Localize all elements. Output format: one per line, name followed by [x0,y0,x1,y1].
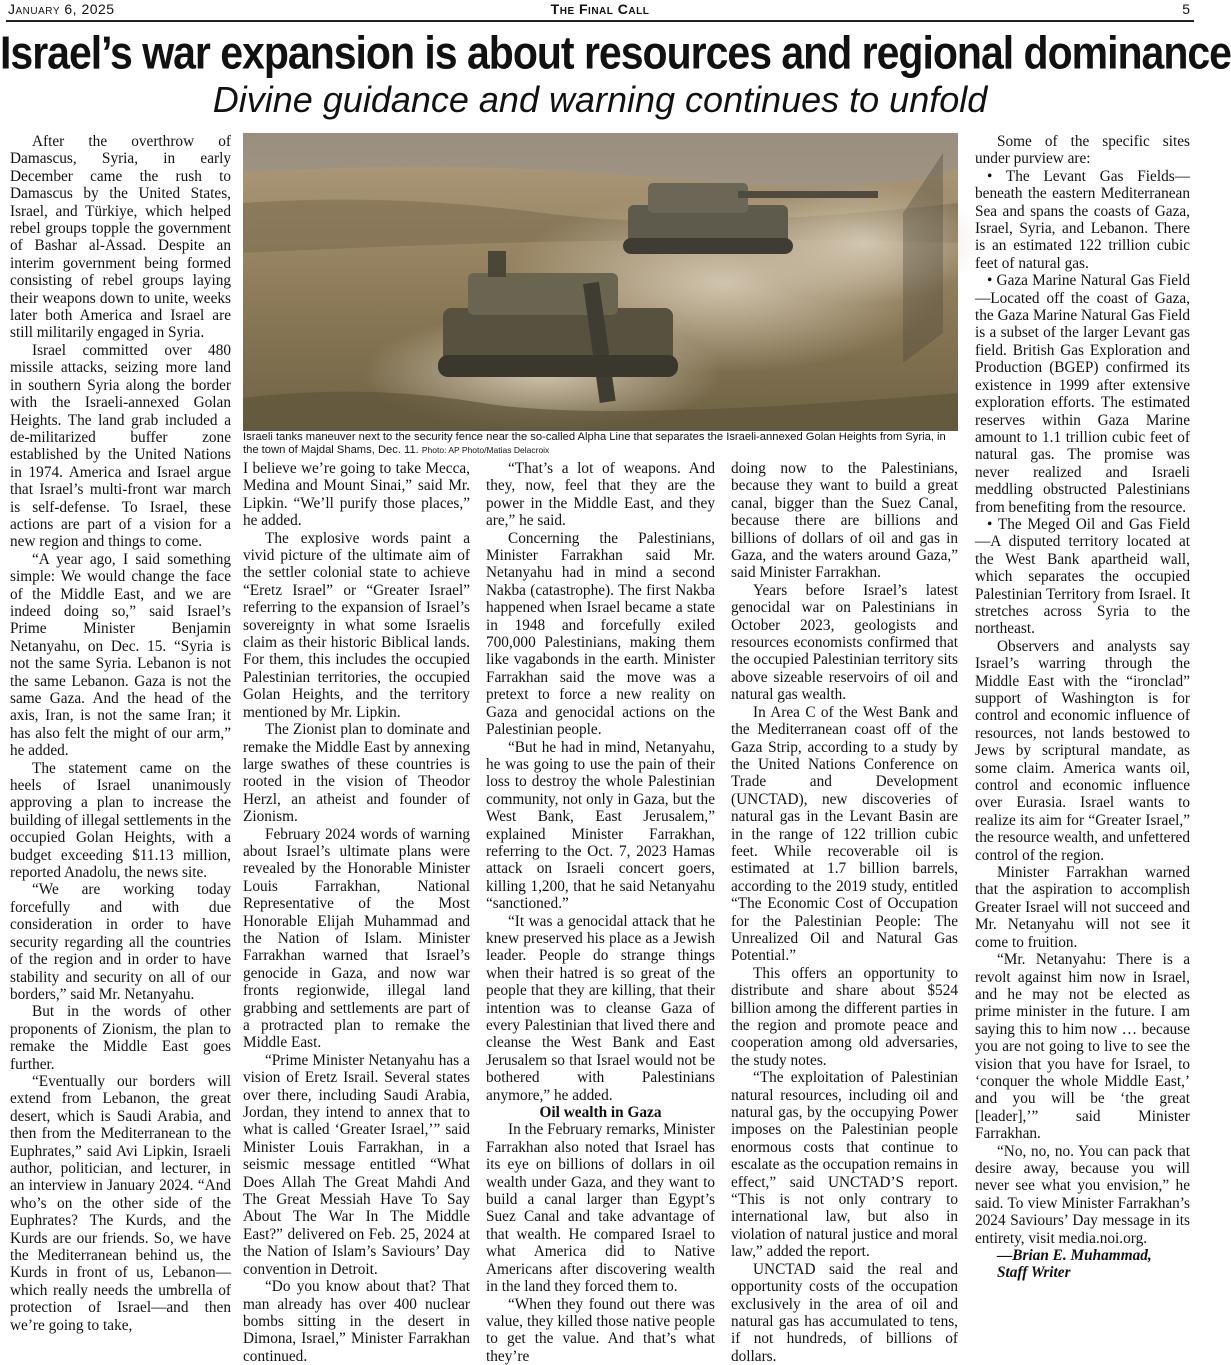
byline-name: —Brian E. Muhammad, [975,1247,1190,1264]
subheadline: Divine guidance and warning continues to unfold [0,79,1200,121]
paragraph: Concerning the Palestinians, Minister Farrakhan said Mr. Netanyahu had in mind a second Nakba (catastrophe). The first Nakba happened when Israel became a state in 1948 and forcefully exiled 700,000 Palestinians, making them like vagabonds in the earth. Minister Farrakhan said the move was a pretext to force a new reality on Gaza and genocidal actions on the Palestinian people. [486,530,715,739]
paragraph: February 2024 words of warning about Israel’s ultimate plans were revealed by the Honorable Minister Louis Farrakhan, National Representative of the Most Honorable Elijah Muhammad and the Nation of Islam. Minister Farrakhan warned that Israel’s genocide in Gaza, and now war fronts regionwide, illegal land grabbing and settlements are part of a protracted plan to remake the Middle East. [243,826,470,1052]
photo-caption [243,431,958,459]
issue-date: January 6, 2025 [8,1,115,17]
bullet-item: • Gaza Marine Natural Gas Field—Located off the coast of Gaza, the Gaza Marine Natural Gas Field is a subset of the larger Levant gas field. British Gas Exploration and Production (BGEP) confirmed its existence in 1999 after extensive exploration efforts. The estimated reserves within Gaza Marine amount to 1.1 trillion cubic feet of natural gas. The promise was never realized and Israeli meddling obstructed Palestinians from benefiting from the resource. [975,272,1190,516]
paragraph: “Prime Minister Netanyahu has a vision of Eretz Israil. Several states over there, including Saudi Arabia, Jordan, they intend to annex that to what is called ‘Greater Israel,’” said Minister Louis Farrakhan, in a seismic message entitled “What Does Allah The Great Mahdi And The Great Messiah Have To Say About The War In The Middle East?” delivered on Feb. 25, 2024 at the Nation of Islam’s Saviours’ Day convention in Detroit. [243,1052,470,1278]
article-column-1 [10,133,231,1293]
paragraph: Minister Farrakhan warned that the aspiration to accomplish Greater Israel will not succeed and Mr. Netanyahu will not see it come to fruition. [975,864,1190,951]
paragraph: “Mr. Netanyahu: There is a revolt against him now in Israel, and he may not be elected as prime minister in the future. I am saying this to him now … because you are not going to live to see the vision that you have for Israel, to ‘conquer the whole Middle East,’ and you will be ‘the great [leader],’” said Minister Farrakhan. [975,951,1190,1142]
paragraph: “Eventually our borders will extend from Lebanon, the great desert, which is Saudi Arabia, and then from the Mediterranean to the Euphrates,” said Avi Lipkin, Israeli author, politician, and lecturer, in an interview in January 2024. “And who’s on the other side of the Euphrates? The Kurds, and the Kurds are our friends. So, we have the Mediterranean behind us, the Kurds in front of us, Lebanon—which really needs the umbrella of protection of Israel—and then we’re going to take, [10,1073,231,1334]
paragraph: “But he had in mind, Netanyahu, he was going to use the pain of their loss to destroy the whole Palestinian community, not only in Gaza, but the West Bank, East Jerusalem,” explained Minister Farrakhan, referring to the Oct. 7, 2023 Hamas attack on Israeli concert goers, killing 1,200, that he said Netanyahu “sanctioned.” [486,739,715,913]
page-header [6,0,1194,22]
byline-title: Staff Writer [975,1264,1190,1281]
section-subhead: Oil wealth in Gaza [486,1104,715,1121]
paragraph: UNCTAD said the real and opportunity costs of the occupation exclusively in the area of oil and natural gas has accumulated to tens, if not hundreds, of billions of dollars. [731,1261,958,1365]
paragraph: “That’s a lot of weapons. And they, now, feel that they are the power in the Middle East, and they are,” he said. [486,460,715,530]
paragraph: In Area C of the West Bank and the Mediterranean coast off of the Gaza Strip, according to a study by the United Nations Conference on Trade and Development (UNCTAD), new discoveries of natural gas in the Levant Basin are in the range of 122 trillion cubic feet. While recoverable oil is estimated at 1.7 billion barrels, according to the 2019 study, entitled “The Economic Cost of Occupation for the Palestinian People: The Unrealized Oil and Natural Gas Potential.” [731,704,958,965]
paragraph: doing now to the Palestinians, because they want to build a great canal, bigger than the Suez Canal, because there are billions and billions of dollars of oil and gas in Gaza, and the waters around Gaza,” said Minister Farrakhan. [731,460,958,582]
paragraph: “No, no, no. You can pack that desire away, because you will never see what you envision,” he said. To view Minister Farrakhan’s 2024 Saviours’ Day message in its entirety, visit media.noi.org. [975,1143,1190,1247]
page-number: 5 [1182,1,1190,17]
article-column-4 [731,460,958,1293]
paragraph: “When they found out there was value, they killed those native people to get the value. And that’s what they’re [486,1296,715,1365]
tanks-illustration [243,133,958,431]
bullet-item: • The Levant Gas Fields—beneath the eastern Mediterranean Sea and spans the coasts of Gaza, Israel, Syria, and Lebanon. There is an estimated 122 trillion cubic feet of natural gas. [975,168,1190,272]
paragraph: This offers an opportunity to distribute and share about $524 billion among the different parties in the region and promote peace and cooperation among old adversaries, the study notes. [731,965,958,1069]
article-column-2 [243,460,470,1293]
article-column-5 [975,133,1190,1293]
paragraph: “We are working today forcefully and with due consideration in order to have security regarding all the countries of the region and in order to have stability and security on all of our borders,” said Mr. Netanyahu. [10,881,231,1003]
paragraph: After the overthrow of Damascus, Syria, in early December came the rush to Damascus by the United States, Israel, and Türkiye, which helped rebel groups topple the government of Bashar al-Assad. Despite an interim government being formed consisting of rebel groups laying their weapons down to unite, weeks later both America and Israel are still militarily engaged in Syria. [10,133,231,342]
paragraph: The statement came on the heels of Israel unanimously approving a plan to increase the building of illegal settlements in the occupied Golan Heights, with a budget exceeding $11.13 million, reported Anadolu, the news site. [10,760,231,882]
bullet-item: • The Meged Oil and Gas Field—A disputed territory located at the West Bank apartheid wall, which separates the occupied Palestinian Territory from Israel. It stretches across Syria to the northeast. [975,516,1190,638]
paragraph: Israel committed over 480 missile attacks, seizing more land in southern Syria along the border with the Israeli-annexed Golan Heights. The land grab included a de-militarized buffer zone established by the United Nations in 1974. America and Israel argue that Israel’s multi-front war march is self-defense. To Israel, these actions are part of a vision for a new region and things to come. [10,342,231,551]
paragraph: “The exploitation of Palestinian natural resources, including oil and natural gas, by the occupying Power imposes on the Palestinian people enormous costs that continue to escalate as the occupation remains in effect,” said UNCTAD’S report. “This is not only contrary to international law, but also in violation of natural justice and moral law,” added the report. [731,1069,958,1260]
paragraph: Observers and analysts say Israel’s warring through the Middle East with the “ironclad” support of Washington is for control and economic influence of resources, not lands bestowed to Jews by scriptural mandate, as some claim. America wants oil, control and economic influence over Eurasia. Israel wants to realize its aim for “Greater Israel,” the resource wealth, and unfettered control of the region. [975,638,1190,864]
paragraph: The Zionist plan to dominate and remake the Middle East by annexing large swathes of these countries is rooted in the vision of Theodor Herzl, an atheist and founder of Zionism. [243,721,470,825]
paragraph: “It was a genocidal attack that he knew preserved his place as a Jewish leader. People do strange things when their hatred is so great of the people that they are killing, that their intention was to cleanse Gaza of every Palestinian that lived there and cleanse the West Bank and East Jerusalem so that Israel would not be bothered with Palestinians anymore,” he added. [486,913,715,1104]
paragraph: “Do you know about that? That man already has over 400 nuclear bombs sitting in the desert in Dimona, Israel,” Minister Farrakhan continued. [243,1278,470,1365]
paragraph: I believe we’re going to take Mecca, Medina and Mount Sinai,” said Mr. Lipkin. “We’ll purify those places,” he added. [243,460,470,530]
paragraph: But in the words of other proponents of Zionism, the plan to remake the Middle East goes further. [10,1003,231,1073]
paragraph: Years before Israel’s latest genocidal war on Palestinians in October 2023, geologists and resources economists confirmed that the occupied Palestinian territory sits above sizeable reservoirs of oil and natural gas wealth. [731,582,958,704]
paragraph: “A year ago, I said something simple: We would change the face of the Middle East, and we are indeed doing so,” said Israel’s Prime Minister Benjamin Netanyahu, on Dec. 15. “Syria is not the same Syria. Lebanon is not the same Lebanon. Gaza is not the same Gaza. And the head of the axis, Iran, is not the same Iran; it has also felt the might of our arm,” he added. [10,551,231,760]
article-column-3 [486,460,715,1293]
paragraph: The explosive words paint a vivid picture of the ultimate aim of the settler colonial state to achieve “Eretz Israel” or “Greater Israel” referring to the expansion of Israel’s sovereignty in what some Israelis claim as their historic Biblical lands. For them, this includes the occupied Palestinian territories, the occupied Golan Heights, and the territory mentioned by Mr. Lipkin. [243,530,470,721]
paragraph: Some of the specific sites under purview are: [975,133,1190,168]
paragraph: In the February remarks, Minister Farrakhan also noted that Israel has its eye on billions of dollars in oil wealth under Gaza, and they want to build a canal larger than Egypt’s Suez Canal and take advantage of that wealth. He compared Israel to what America did to Native Americans after discovering wealth in the land they forced them to. [486,1121,715,1295]
publication-name: The Final Call [6,1,1194,17]
tank-photo [243,133,958,431]
photo-credit: Photo: AP Photo/Matias Delacroix [422,445,549,455]
caption-text: Israeli tanks maneuver next to the security fence near the so-called Alpha Line that separates the Israeli-annexed Golan Heights from Syria, in the town of Majdal Shams, Dec. 11. [243,431,946,456]
headline: Israel’s war expansion is about resources and regional dominance [0,25,1200,81]
